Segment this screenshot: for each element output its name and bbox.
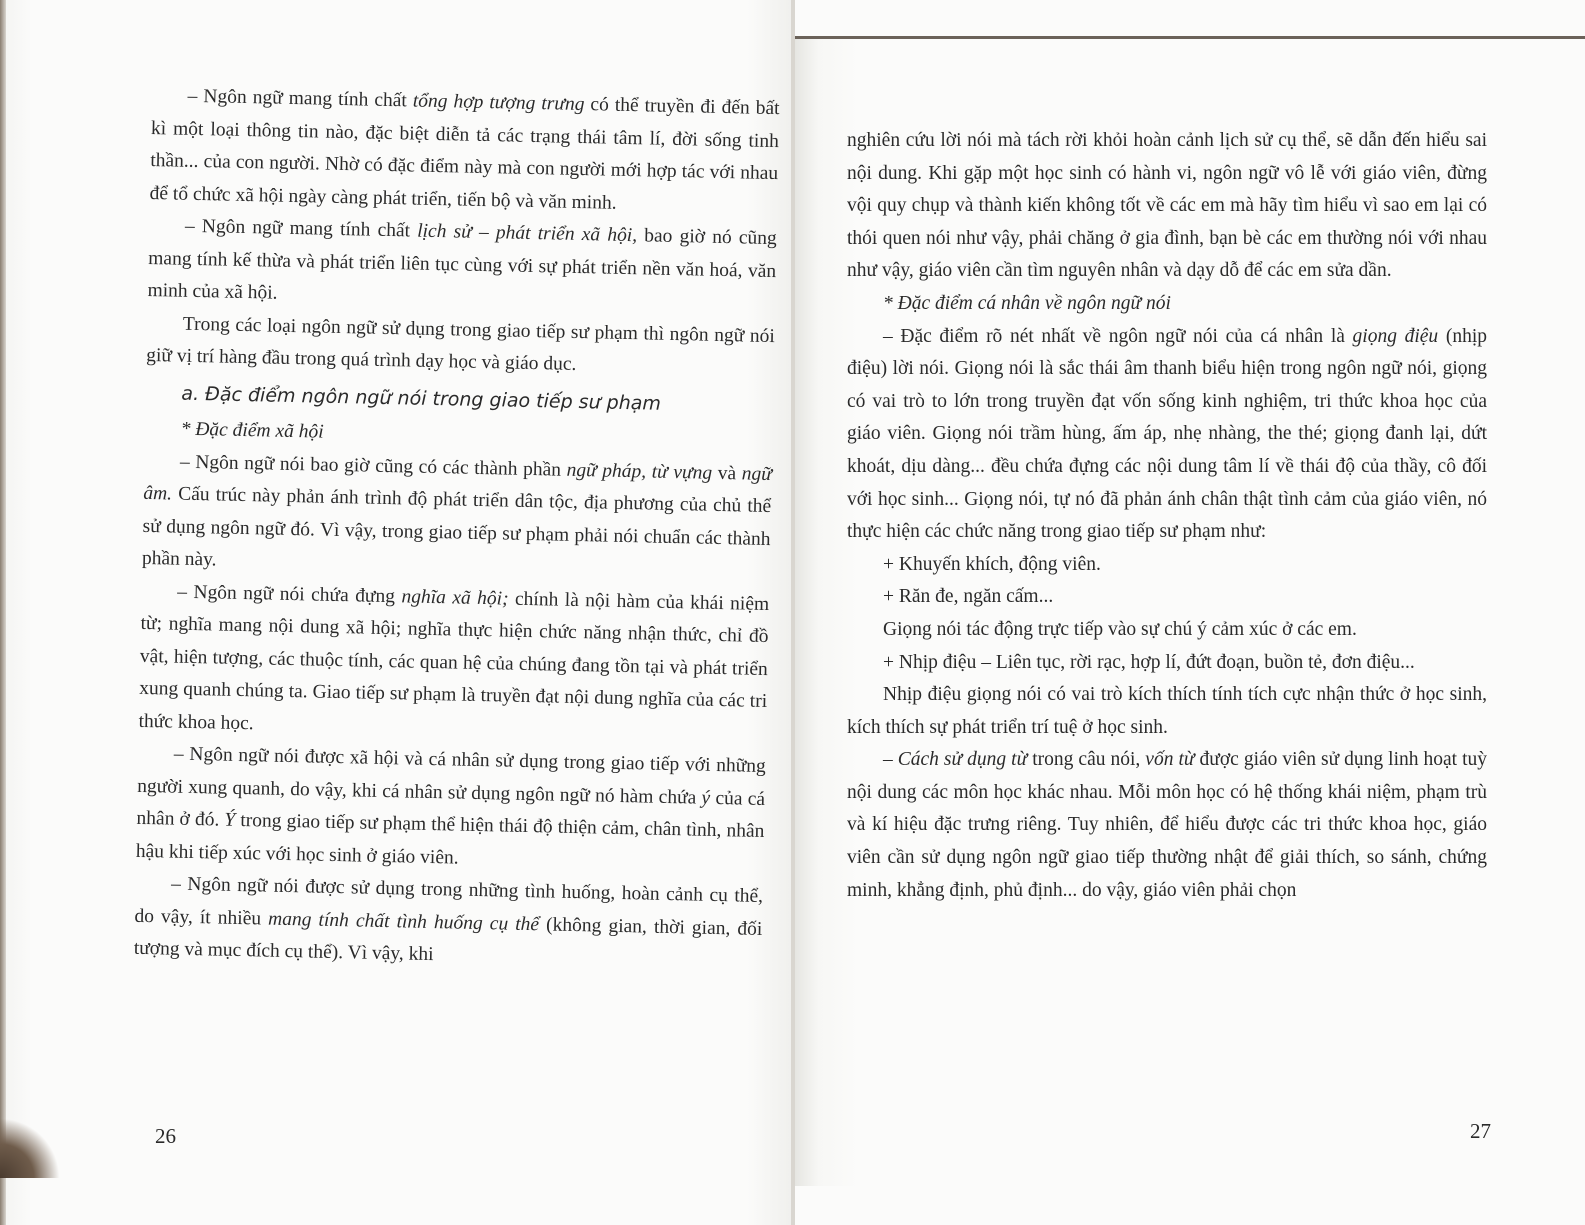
page-edge-shadow — [0, 0, 6, 1225]
paragraph: – Ngôn ngữ nói chứa đựng nghĩa xã hội; chính là nội hàm của khái niệm từ; nghĩa mang nội dung xã hội; nghĩa thực hiện chức năng nhận thức, chỉ đồ vật, hiện tượng, các thuộc tính, các quan hệ của chúng đang tồn tại và phát triển xung quanh chúng ta. Giao tiếp sư phạm là truyền đạt nội dung nghĩa của các tri thức khoa học. — [138, 581, 770, 734]
paragraph: Nhịp điệu giọng nói có vai trò kích thích tính tích cực nhận thức ở học sinh, kích thích sự phát triển trí tuệ ở học sinh. — [847, 684, 1487, 738]
paragraph: – Ngôn ngữ mang tính chất lịch sử – phát triển xã hội, bao giờ nó cũng mang tính kế thừa và phát triển liên tục cùng với sự phát triển nền văn hoá, văn minh của xã hội. — [147, 215, 778, 304]
paragraph: – Cách sử dụng từ trong câu nói, vốn từ được giáo viên sử dụng linh hoạt tuỳ nội dung các môn học khác nhau. Mỗi môn học có hệ thống khái niệm, phạm trù và kí hiệu đặc trưng riêng. Tuy nhiên, để hiểu được các tri thức khoa học, giáo viên cần sử dụng ngôn ngữ giao tiếp thường nhật để giải thích, so sánh, chứng minh, khẳng định, phủ định... do vậy, giáo viên phải chọn — [847, 749, 1487, 901]
paragraph: Giọng nói tác động trực tiếp vào sự chú ý cảm xúc ở các em. — [883, 618, 1357, 640]
paragraph: + Nhịp điệu – Liên tục, rời rạc, hợp lí, đứt đoạn, buồn tẻ, đơn điệu... — [883, 651, 1415, 673]
paragraph: – Ngôn ngữ mang tính chất tổng hợp tượng trưng có thể truyền đi đến bất kì một loại thông tin nào, đặc biệt diễn tả các trạng thái tâm lí, đời sống tinh thần... của con người. Nhờ có đặc điểm này mà con người mới hợp tác với nhau để tổ chức xã hội ngày càng phát triển, tiến bộ và văn minh. — [149, 85, 780, 214]
subsection-heading: * Đặc điểm cá nhân về ngôn ngữ nói — [883, 292, 1171, 314]
paragraph: nghiên cứu lời nói mà tách rời khỏi hoàn cảnh lịch sử cụ thể, sẽ dẫn đến hiểu sai nội dung. Khi gặp một học sinh có hành vi, ngôn ngữ vô lễ với giáo viên, đừng vội quy chụp và thành kiến không tốt về các em mà hãy tìm hiểu vì sao em lại có thói quen nói như vậy, phải chăng ở gia đình, bạn bè các em thường nói với nhau như vậy, giáo viên cần tìm nguyên nhân và dạy dỗ để các em sửa dần. — [847, 130, 1487, 282]
right-page-text — [847, 125, 1487, 907]
paragraph: – Đặc điểm rõ nét nhất về ngôn ngữ nói của cá nhân là giọng điệu (nhịp điệu) lời nói. Giọng nói là sắc thái âm thanh biểu hiện trong ngôn ngữ nói, giọng có vai trò to lớn trong truyền đạt vốn sống kinh nghiệm, tri thức khoa học của giáo viên. Giọng nói trầm hùng, ấm áp, nhẹ nhàng, the thé; giọng đanh lại, dứt khoát, dịu dàng... đều chứa đựng các nội dung tâm lí về thái độ của thầy, cô đối với học sinh... Giọng nói, tự nó đã phản ánh chân thật tình cảm của giáo viên, nó thực hiện các chức năng trong giao tiếp sư phạm như: — [847, 325, 1487, 543]
paragraph: – Ngôn ngữ nói được xã hội và cá nhân sử dụng trong giao tiếp với những người xung quanh, do vậy, khi cá nhân sử dụng ngôn ngữ nó hàm chứa ý của cá nhân ở đó. Ý trong giao tiếp sư phạm thể hiện thái độ thiện cảm, chân tình, nhân hậu khi tiếp xúc với học sinh ở giáo viên. — [135, 743, 766, 869]
right-page — [795, 36, 1585, 1186]
page-number: 26 — [155, 1124, 176, 1148]
torn-corner — [0, 1118, 60, 1178]
subsection-heading: * Đặc điểm xã hội — [180, 418, 324, 443]
paragraph: – Ngôn ngữ nói được sử dụng trong những tình huống, hoàn cảnh cụ thể, do vậy, ít nhiều mang tính chất tình huống cụ thể (không gian, thời gian, đối tượng và mục đích cụ thể). Vì vậy, khi — [133, 873, 764, 966]
paragraph: – Ngôn ngữ nói bao giờ cũng có các thành phần ngữ pháp, từ vựng và ngữ âm. Cấu trúc này phản ánh trình độ phát triển dân tộc, địa phương của chủ thể sử dụng ngôn ngữ đó. Vì vậy, trong giao tiếp sư phạm phải nói chuẩn các thành phần này. — [141, 451, 773, 571]
paragraph: Trong các loại ngôn ngữ sử dụng trong giao tiếp sư phạm thì ngôn ngữ nói giữ vị trí hàng đầu trong quá trình dạy học và giáo dục. — [146, 313, 775, 375]
bullet-item: + Khuyến khích, động viên. — [883, 553, 1101, 575]
section-heading: a. Đặc điểm ngôn ngữ nói trong giao tiếp sư phạm — [181, 382, 662, 415]
bullet-item: + Răn đe, ngăn cấm... — [883, 586, 1054, 608]
page-number: 27 — [1470, 1119, 1491, 1143]
left-page-text — [133, 80, 779, 978]
